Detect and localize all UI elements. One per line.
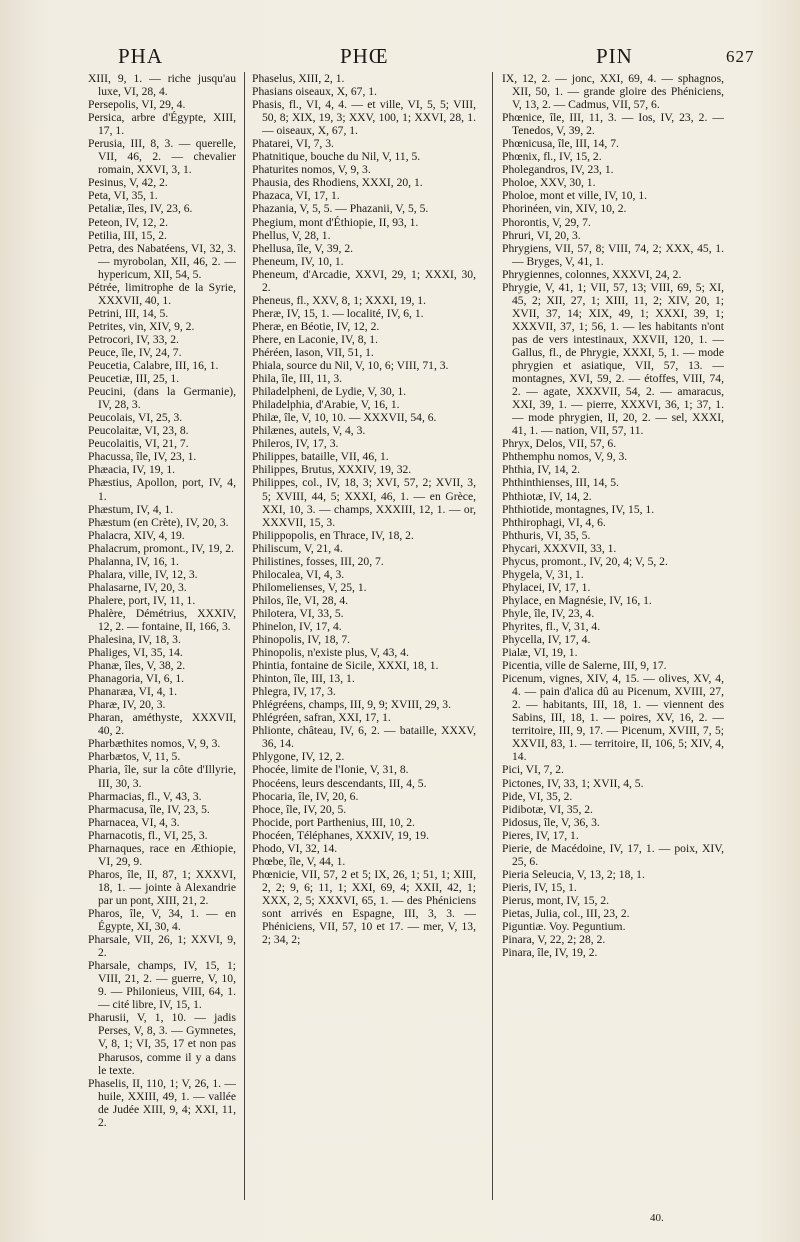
index-entry: Pesinus, V, 42, 2. <box>88 176 168 190</box>
index-entry: Pictones, IV, 33, 1; XVII, 4, 5. <box>502 776 644 790</box>
index-entry: Pharnacotis, fl., VI, 25, 3. <box>88 828 208 842</box>
index-entry: Phaselis, II, 110, 1; V, 26, 1. — huile, XXIII, 49, 1. — vallée de Judée XIII, 9, 4; XXI, 11, 2. <box>88 1076 236 1129</box>
index-entry: Phrygie, V, 41, 1; VII, 57, 13; VIII, 69, 5; XI, 45, 2; XII, 27, 1; XIII, 11, 2; XIV, 20, 1; XVII, 37, 14; XIX, 49, 1; XXXI, 39, 1; XXXVII, 37, 1; 56, 1. — les habitants n'ont pas de vers intestinaux, XXVII, 120, 1. — Gallus, fl., de Phrygie, XXXI, 5, 1. — mode phrygien et asiatique, VII, 57, 13. — montagnes, XVI, 59, 2. — étoffes, VIII, 74, 2. — agate, XXXVII, 54, 2. — amaracus, XXI, 39, 1. — pierre, XXXVI, 36, 1; 37, 1. — mode phrygien, II, 20, 2. — sel, XXXI, 41, 1. — nation, VII, 57, 11. <box>502 280 724 438</box>
index-entry: Phatnitique, bouche du Nil, V, 11, 5. <box>252 150 421 164</box>
header-right-keyword: PIN <box>596 44 633 68</box>
index-entry: Phthinthienses, III, 14, 5. <box>502 476 619 490</box>
index-entry: Peucetia, Calabre, III, 16, 1. <box>88 359 219 373</box>
index-entry: Philotera, VI, 33, 5. <box>252 606 344 620</box>
index-entry: Phlégréens, champs, III, 9, 9; XVIII, 29, 3. <box>252 698 451 712</box>
index-entry: Petrocori, IV, 33, 2. <box>88 332 179 346</box>
index-entry: Phrygiens, VII, 57, 8; VIII, 74, 2; XXX, 45, 1. — Bryges, V, 41, 1. <box>502 241 724 268</box>
index-entry: Phere, en Laconie, IV, 8, 1. <box>252 332 378 346</box>
index-entry: Pici, VI, 7, 2. <box>502 763 564 777</box>
index-entry: Phanæ, îles, V, 38, 2. <box>88 659 186 673</box>
index-entry: Phocée, limite de l'Ionie, V, 31, 8. <box>252 763 409 777</box>
index-entry: Petrites, vin, XIV, 9, 2. <box>88 319 195 333</box>
index-entry: Phyrites, fl., V, 31, 4. <box>502 619 601 633</box>
index-entry: Phœbe, île, V, 44, 1. <box>252 854 346 868</box>
index-entry: Phalara, ville, IV, 12, 3. <box>88 567 198 581</box>
column-divider-2 <box>492 72 493 1200</box>
index-entry: Philiscum, V, 21, 4. <box>252 541 343 555</box>
page-number: 627 <box>726 47 755 66</box>
index-entry: Phycari, XXXVII, 33, 1. <box>502 541 617 555</box>
index-entry: Pieris, IV, 15, 1. <box>502 880 577 894</box>
index-entry: Phryx, Delos, VII, 57, 6. <box>502 437 617 451</box>
index-entry: Peuce, île, IV, 24, 7. <box>88 345 182 359</box>
page-header <box>0 44 800 70</box>
index-entry: Phellus, V, 28, 1. <box>252 228 331 242</box>
index-entry: Phalacra, XIV, 4, 19. <box>88 528 185 542</box>
index-entry: Phlionte, château, IV, 6, 2. — bataille, XXXV, 36, 14. <box>252 724 476 751</box>
index-entry: Phinton, île, III, 13, 1. <box>252 672 355 686</box>
index-entry: Pharnaques, race en Æthiopie, VI, 29, 9. <box>88 841 236 868</box>
index-entry: Phœnix, fl., IV, 15, 2. <box>502 150 602 164</box>
index-entry: Pialæ, VI, 19, 1. <box>502 646 578 660</box>
index-entry: Pietas, Julia, col., III, 23, 2. <box>502 907 630 920</box>
index-entry: Phanaræa, VI, 4, 1. <box>88 685 177 699</box>
index-entry: Phaliges, VI, 35, 14. <box>88 646 183 660</box>
index-entry: Peucini, (dans la Germanie), IV, 28, 3. <box>88 385 236 412</box>
index-entry: Phæstum, IV, 4, 1. <box>88 502 174 516</box>
index-entry: Phocide, port Parthenius, III, 10, 2. <box>252 815 415 829</box>
index-entry: Pinara, V, 22, 2; 28, 2. <box>502 933 606 947</box>
index-entry: Phalere, port, IV, 11, 1. <box>88 593 196 607</box>
index-entry: Phæacia, IV, 19, 1. <box>88 463 176 477</box>
index-entry: Pharmacias, fl., V, 43, 3. <box>88 789 202 803</box>
index-entry: Pide, VI, 35, 2. <box>502 789 573 803</box>
index-entry: Phœnicie, VII, 57, 2 et 5; IX, 26, 1; 51, 1; XIII, 2, 2; 9, 6; 11, 1; XXI, 69, 4; XXII, 42, 1; XXX, 2, 5; XXXVI, 65, 1. — des Phéniciens sont arrivés en Espagne, III, 3, 3. — Phéniciens, VII, 57, 10 et 17. — mer, V, 13, 2; 34, 2; <box>252 867 476 947</box>
index-entry: Pheræ, en Béotie, IV, 12, 2. <box>252 319 380 333</box>
index-entry: Phrygiennes, colonnes, XXXVI, 24, 2. <box>502 267 682 281</box>
index-entry: Phthiotæ, IV, 14, 2. <box>502 489 592 503</box>
index-entry: Peteon, IV, 12, 2. <box>88 215 168 229</box>
index-entry: Pholegandros, IV, 23, 1. <box>502 163 614 177</box>
index-entry: Phacussa, île, IV, 23, 1. <box>88 450 197 464</box>
index-entry: Pharan, améthyste, XXXVII, 40, 2. <box>88 711 236 738</box>
index-column-1 <box>88 72 236 1129</box>
header-left-keyword: PHA <box>118 44 164 68</box>
index-entry: Phalasarne, IV, 20, 3. <box>88 580 187 594</box>
index-entry: Phazania, V, 5, 5. — Phazanii, V, 5, 5. <box>252 202 429 216</box>
index-entry: Philadelpheni, de Lydie, V, 30, 1. <box>252 385 407 399</box>
index-entry: Peucolaitis, VI, 21, 7. <box>88 437 189 451</box>
index-entry: Pharæ, IV, 20, 3. <box>88 698 166 712</box>
index-entry: Phorontis, V, 29, 7. <box>502 215 591 229</box>
index-entry: Pharnacea, VI, 4, 3. <box>88 815 180 829</box>
index-entry: Pheræ, IV, 15, 1. — localité, IV, 6, 1. <box>252 306 424 320</box>
index-entry: Phthia, IV, 14, 2. <box>502 463 581 477</box>
index-entry: Pharsale, VII, 26, 1; XXVI, 9, 2. <box>88 933 236 960</box>
index-entry: Pierus, mont, IV, 15, 2. <box>502 893 610 907</box>
index-entry: Pierie, de Macédoine, IV, 17, 1. — poix, XIV, 25, 6. <box>502 841 724 868</box>
index-entry: XIII, 9, 1. — riche jusqu'au luxe, VI, 28, 4. <box>88 72 236 99</box>
index-entry: Pidosus, île, V, 36, 3. <box>502 815 600 829</box>
index-entry: Phazaca, VI, 17, 1. <box>252 189 340 203</box>
index-entry: Phatarei, VI, 7, 3. <box>252 137 334 151</box>
index-entry: Phila, île, III, 11, 3. <box>252 372 343 386</box>
index-entry: Phorinéen, vin, XIV, 10, 2. <box>502 202 627 216</box>
index-entry: Peucolais, VI, 25, 3. <box>88 411 183 425</box>
index-entry: Phalère, Démétrius, XXXIV, 12, 2. — fontaine, II, 166, 3. <box>88 606 236 633</box>
index-entry: Peta, VI, 35, 1. <box>88 189 158 203</box>
index-entry: Phellusa, île, V, 39, 2. <box>252 241 354 255</box>
index-entry: Phalesina, IV, 18, 3. <box>88 633 181 647</box>
index-entry: Pharos, île, V, 34, 1. — en Égypte, XI, 30, 4. <box>88 907 236 934</box>
index-entry: Petra, des Nabatéens, VI, 32, 3. — myrobolan, XII, 46, 2. — hypericum, XII, 54, 5. <box>88 241 236 281</box>
index-entry: Philænes, autels, V, 4, 3. <box>252 424 366 438</box>
page-footer-mark: 40. <box>650 1212 664 1224</box>
index-entry: Phiala, source du Nil, V, 10, 6; VIII, 71, 3. <box>252 359 449 373</box>
index-entry: Phéréen, Iason, VII, 51, 1. <box>252 345 374 359</box>
index-entry: Phinopolis, n'existe plus, V, 43, 4. <box>252 646 409 660</box>
index-entry: Pieres, IV, 17, 1. <box>502 828 579 842</box>
index-entry: Phaselus, XIII, 2, 1. <box>252 72 345 85</box>
index-entry: Phasians oiseaux, X, 67, 1. <box>252 85 377 99</box>
index-entry: Picentia, ville de Salerne, III, 9, 17. <box>502 659 667 673</box>
index-entry: Philippes, col., IV, 18, 3; XVI, 57, 2; XVII, 3, 5; XVIII, 44, 5; XXXI, 46, 1. — en Grèce, XXI, 10, 3. — champs, XXXIII, 12, 1. — or, XXXVII, 15, 3. <box>252 476 476 529</box>
index-entry: Phintia, fontaine de Sicile, XXXI, 18, 1. <box>252 659 439 673</box>
index-entry: Phœnicusa, île, III, 14, 7. <box>502 137 619 151</box>
index-entry: Persica, arbre d'Égypte, XIII, 17, 1. <box>88 111 236 138</box>
index-entry: Philippopolis, en Thrace, IV, 18, 2. <box>252 528 414 542</box>
index-entry: Phausia, des Rhodiens, XXXI, 20, 1. <box>252 176 423 190</box>
index-entry: Peucolaitæ, VI, 23, 8. <box>88 424 189 438</box>
index-entry: Phalacrum, promont., IV, 19, 2. <box>88 541 234 555</box>
index-entry: Pharusii, V, 1, 10. — jadis Perses, V, 8, 3. — Gymnetes, V, 8, 1; VI, 35, 17 et non pas Pharusos, comme il y a dans le texte. <box>88 1011 236 1077</box>
index-entry: Phycella, IV, 17, 4. <box>502 633 591 647</box>
index-entry: Piguntiæ. Voy. Peguntium. <box>502 920 626 934</box>
index-entry: Pieria Seleucia, V, 13, 2; 18, 1. <box>502 867 645 881</box>
index-entry: Phileros, IV, 17, 3. <box>252 437 339 451</box>
index-entry: Phlygone, IV, 12, 2. <box>252 750 345 764</box>
index-entry: Pheneus, fl., XXV, 8, 1; XXXI, 19, 1. <box>252 293 427 307</box>
header-center-keyword: PHŒ <box>340 44 389 68</box>
index-entry: Philadelphia, d'Arabie, V, 16, 1. <box>252 398 400 412</box>
index-entry: Philistines, fosses, III, 20, 7. <box>252 554 384 568</box>
index-entry: Pharmacusa, île, IV, 23, 5. <box>88 802 210 816</box>
index-entry: Phthemphu nomos, V, 9, 3. <box>502 450 628 464</box>
index-entry: Phasis, fl., VI, 4, 4. — et ville, VI, 5, 5; VIII, 50, 8; XIX, 19, 3; XXV, 100, 1; XXVI, 28, 1. — oiseaux, X, 67, 1. <box>252 98 476 138</box>
index-entry: Phocaria, île, IV, 20, 6. <box>252 789 359 803</box>
index-entry: Phthuris, VI, 35, 5. <box>502 528 591 542</box>
index-entry: Pharia, île, sur la côte d'Illyrie, III, 30, 3. <box>88 763 236 790</box>
index-entry: Philocalea, VI, 4, 3. <box>252 567 345 581</box>
index-entry: Phocéen, Téléphanes, XXXIV, 19, 19. <box>252 828 429 842</box>
index-entry: Phthirophagi, VI, 4, 6. <box>502 515 606 529</box>
index-entry: Phodo, VI, 32, 14. <box>252 841 338 855</box>
index-entry: Pharbætos, V, 11, 5. <box>88 750 181 764</box>
index-entry: Phylacei, IV, 17, 1. <box>502 580 591 594</box>
column-divider-1 <box>244 72 245 1200</box>
index-entry: Perusia, III, 8, 3. — querelle, VII, 46, 2. — chevalier romain, XXVI, 3, 1. <box>88 137 236 177</box>
index-entry: Phthiotide, montagnes, IV, 15, 1. <box>502 502 655 516</box>
index-entry: Pharsale, champs, IV, 15, 1; VIII, 21, 2. — guerre, V, 10, 9. — Philonieus, VIII, 64, 1. — cité libre, IV, 15, 1. <box>88 959 236 1012</box>
index-entry: Phygela, V, 31, 1. <box>502 567 584 581</box>
index-entry: Phlégréen, safran, XXI, 17, 1. <box>252 711 391 725</box>
index-entry: IX, 12, 2. — jonc, XXI, 69, 4. — sphagnos, XII, 50, 1. — grande gloire des Phéniciens, V, 13, 2. — Cadmus, VII, 57, 6. <box>502 72 724 112</box>
index-entry: Philæ, île, V, 10, 10. — XXXVII, 54, 6. <box>252 411 437 425</box>
index-entry: Phinopolis, IV, 18, 7. <box>252 633 351 647</box>
index-entry: Phœnice, île, III, 11, 3. — Ios, IV, 23, 2. — Tenedos, V, 39, 2. <box>502 111 724 138</box>
index-entry: Phæstius, Apollon, port, IV, 4, 1. <box>88 476 236 503</box>
index-entry: Phycus, promont., IV, 20, 4; V, 5, 2. <box>502 554 668 568</box>
index-entry: Persepolis, VI, 29, 4. <box>88 98 186 112</box>
index-entry: Petilia, III, 15, 2. <box>88 228 167 242</box>
index-entry: Philomelienses, V, 25, 1. <box>252 580 367 594</box>
index-entry: Pheneum, d'Arcadie, XXVI, 29, 1; XXXI, 30, 2. <box>252 267 476 294</box>
index-entry: Philos, île, VI, 28, 4. <box>252 593 349 607</box>
index-entry: Petaliæ, îles, IV, 23, 6. <box>88 202 193 216</box>
index-entry: Phyle, île, IV, 23, 4. <box>502 606 595 620</box>
index-entry: Phæstum (en Crète), IV, 20, 3. <box>88 515 229 529</box>
index-entry: Pheneum, IV, 10, 1. <box>252 254 344 268</box>
index-column-2 <box>252 72 476 946</box>
index-entry: Phruri, VI, 20, 3. <box>502 228 581 242</box>
index-entry: Phocéens, leurs descendants, III, 4, 5. <box>252 776 427 790</box>
index-entry: Philippes, bataille, VII, 46, 1. <box>252 450 389 464</box>
index-entry: Pharos, île, II, 87, 1; XXXVI, 18, 1. — jointe à Alexandrie par un pont, XIII, 21, 2. <box>88 867 236 907</box>
index-entry: Peucetiæ, III, 25, 1. <box>88 372 180 386</box>
index-entry: Pholoe, mont et ville, IV, 10, 1. <box>502 189 648 203</box>
index-entry: Phanagoria, VI, 6, 1. <box>88 672 185 686</box>
index-entry: Phoce, île, IV, 20, 5. <box>252 802 347 816</box>
index-entry: Phylace, en Magnésie, IV, 16, 1. <box>502 593 652 607</box>
index-entry: Phlegra, IV, 17, 3. <box>252 685 336 699</box>
index-entry: Pholoe, XXV, 30, 1. <box>502 176 596 190</box>
index-entry: Phinelon, IV, 17, 4. <box>252 619 342 633</box>
index-entry: Pétrée, limitrophe de la Syrie, XXXVII, 40, 1. <box>88 280 236 307</box>
index-entry: Pidibotæ, VI, 35, 2. <box>502 802 593 816</box>
index-entry: Phalanna, IV, 16, 1. <box>88 554 179 568</box>
index-entry: Philippes, Brutus, XXXIV, 19, 32. <box>252 463 412 477</box>
index-column-3 <box>502 72 724 959</box>
index-entry: Picenum, vignes, XIV, 4, 15. — olives, XV, 4, 4. — pain d'alica dû au Picenum, XVIII, 27, 2. — habitants, III, 18, 1. — viennent des Sabins, III, 18, 1. — poires, XV, 16, 2. — territoire, III, 9, 17. — Picenum, XVIII, 7, 5; XXVII, 83, 1. — territoire, II, 106, 5; XIV, 4, 14. <box>502 672 724 764</box>
index-entry: Petrini, III, 14, 5. <box>88 306 169 320</box>
index-entry: Pinara, île, IV, 19, 2. <box>502 946 598 960</box>
index-entry: Phegium, mont d'Éthiopie, II, 93, 1. <box>252 215 419 229</box>
index-entry: Phaturites nomos, V, 9, 3. <box>252 163 371 177</box>
index-entry: Pharbæthites nomos, V, 9, 3. <box>88 737 221 751</box>
